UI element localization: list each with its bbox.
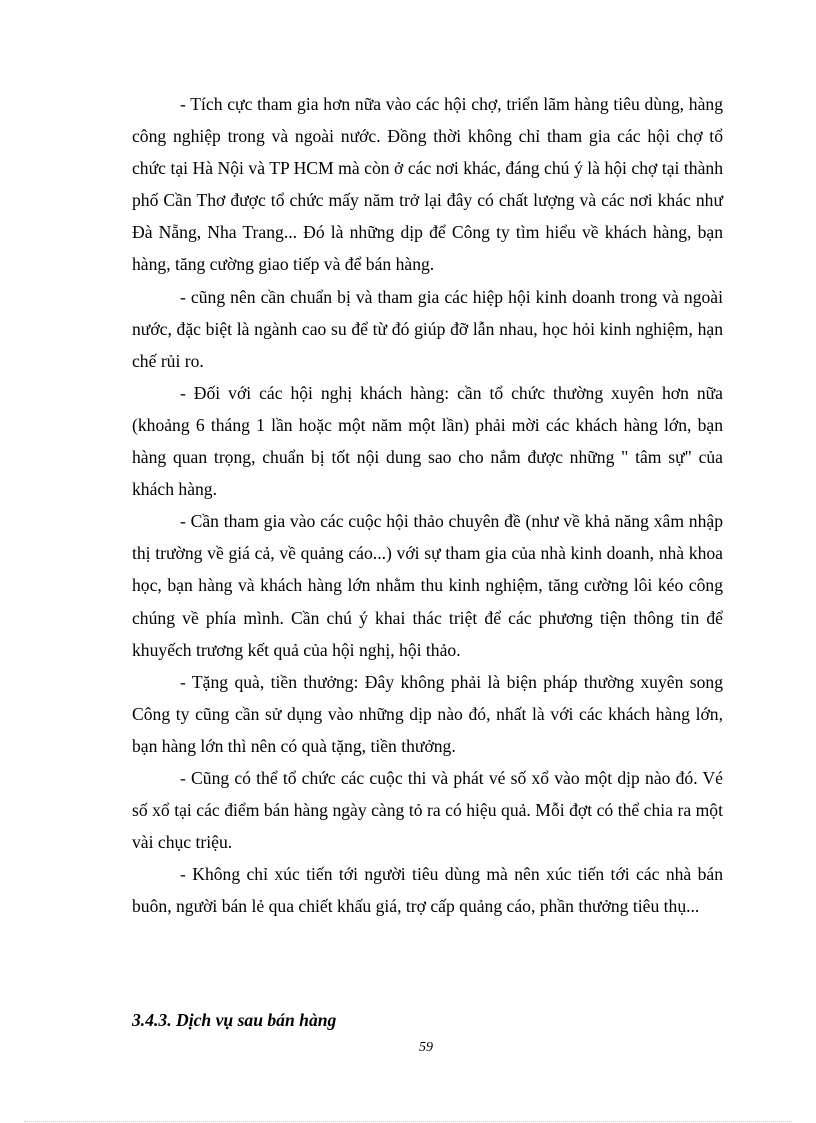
paragraph-trade-promotion: - Không chỉ xúc tiến tới người tiêu dùng mà nên xúc tiến tới các nhà bán buôn, người bán lẻ qua chiết khấu giá, trợ cấp quảng cáo, phần thưởng tiêu thụ... [132,864,723,917]
section-heading: 3.4.3. Dịch vụ sau bán hàng [132,1010,337,1030]
paragraph-business-associations: - cũng nên cần chuẩn bị và tham gia các hiệp hội kinh doanh trong và ngoài nước, đặc biệt là ngành cao su để từ đó giúp đỡ lẫn nhau, học hỏi kinh nghiệm, hạn chế rủi ro. [132,286,723,371]
paragraph-trade-fairs: - Tích cực tham gia hơn nữa vào các hội chợ, triển lãm hàng tiêu dùng, hàng công nghiệp trong và ngoài nước. Đồng thời không chỉ tham gia các hội chợ tổ chức tại Hà Nội và TP HCM mà còn ở các nơi khác, đáng chú ý là hội chợ tại thành phố Cần Thơ được tổ chức mấy năm trở lại đây có chất lượng và các nơi khác như Đà Nẵng, Nha Trang... Đó là những dịp để Công ty tìm hiểu về khách hàng, bạn hàng, tăng cường giao tiếp và để bán hàng. [132,94,723,275]
paragraph-lottery-contests: - Cũng có thể tổ chức các cuộc thi và phát vé số xổ vào một dịp nào đó. Vé số xổ tại các điểm bán hàng ngày càng tỏ ra có hiệu quả. Mỗi đợt có thể chia ra một vài chục triệu. [132,767,723,853]
paragraph-gifts-bonuses: - Tặng quà, tiền thưởng: Đây không phải là biện pháp thường xuyên song Công ty cũng cần sử dụng vào những dịp nào đó, nhất là với các khách hàng lớn, bạn hàng lớn thì nên có quà tặng, tiền thưởng. [132,671,723,756]
page-bottom-divider [24,1121,792,1122]
paragraph-seminars: - Cần tham gia vào các cuộc hội thảo chuyên đề (như về khả năng xâm nhập thị trường về giá cả, về quảng cáo...) với sự tham gia của nhà kinh doanh, nhà khoa học, bạn hàng và khách hàng lớn nhằm thu kinh nghiệm, tăng cường lôi kéo công chúng về phía mình. Cần chú ý khai thác triệt để các phương tiện thông tin để khuyếch trương kết quả của hội nghị, hội thảo. [132,511,723,660]
paragraph-customer-conferences: - Đối với các hội nghị khách hàng: cần tổ chức thường xuyên hơn nữa (khoảng 6 tháng 1 lần hoặc một năm một lần) phải mời các khách hàng lớn, bạn hàng quan trọng, chuẩn bị tốt nội dung sao cho nắm được những " tâm sự" của khách hàng. [132,382,723,500]
page-number: 59 [419,1040,433,1055]
body-text [132,88,723,922]
